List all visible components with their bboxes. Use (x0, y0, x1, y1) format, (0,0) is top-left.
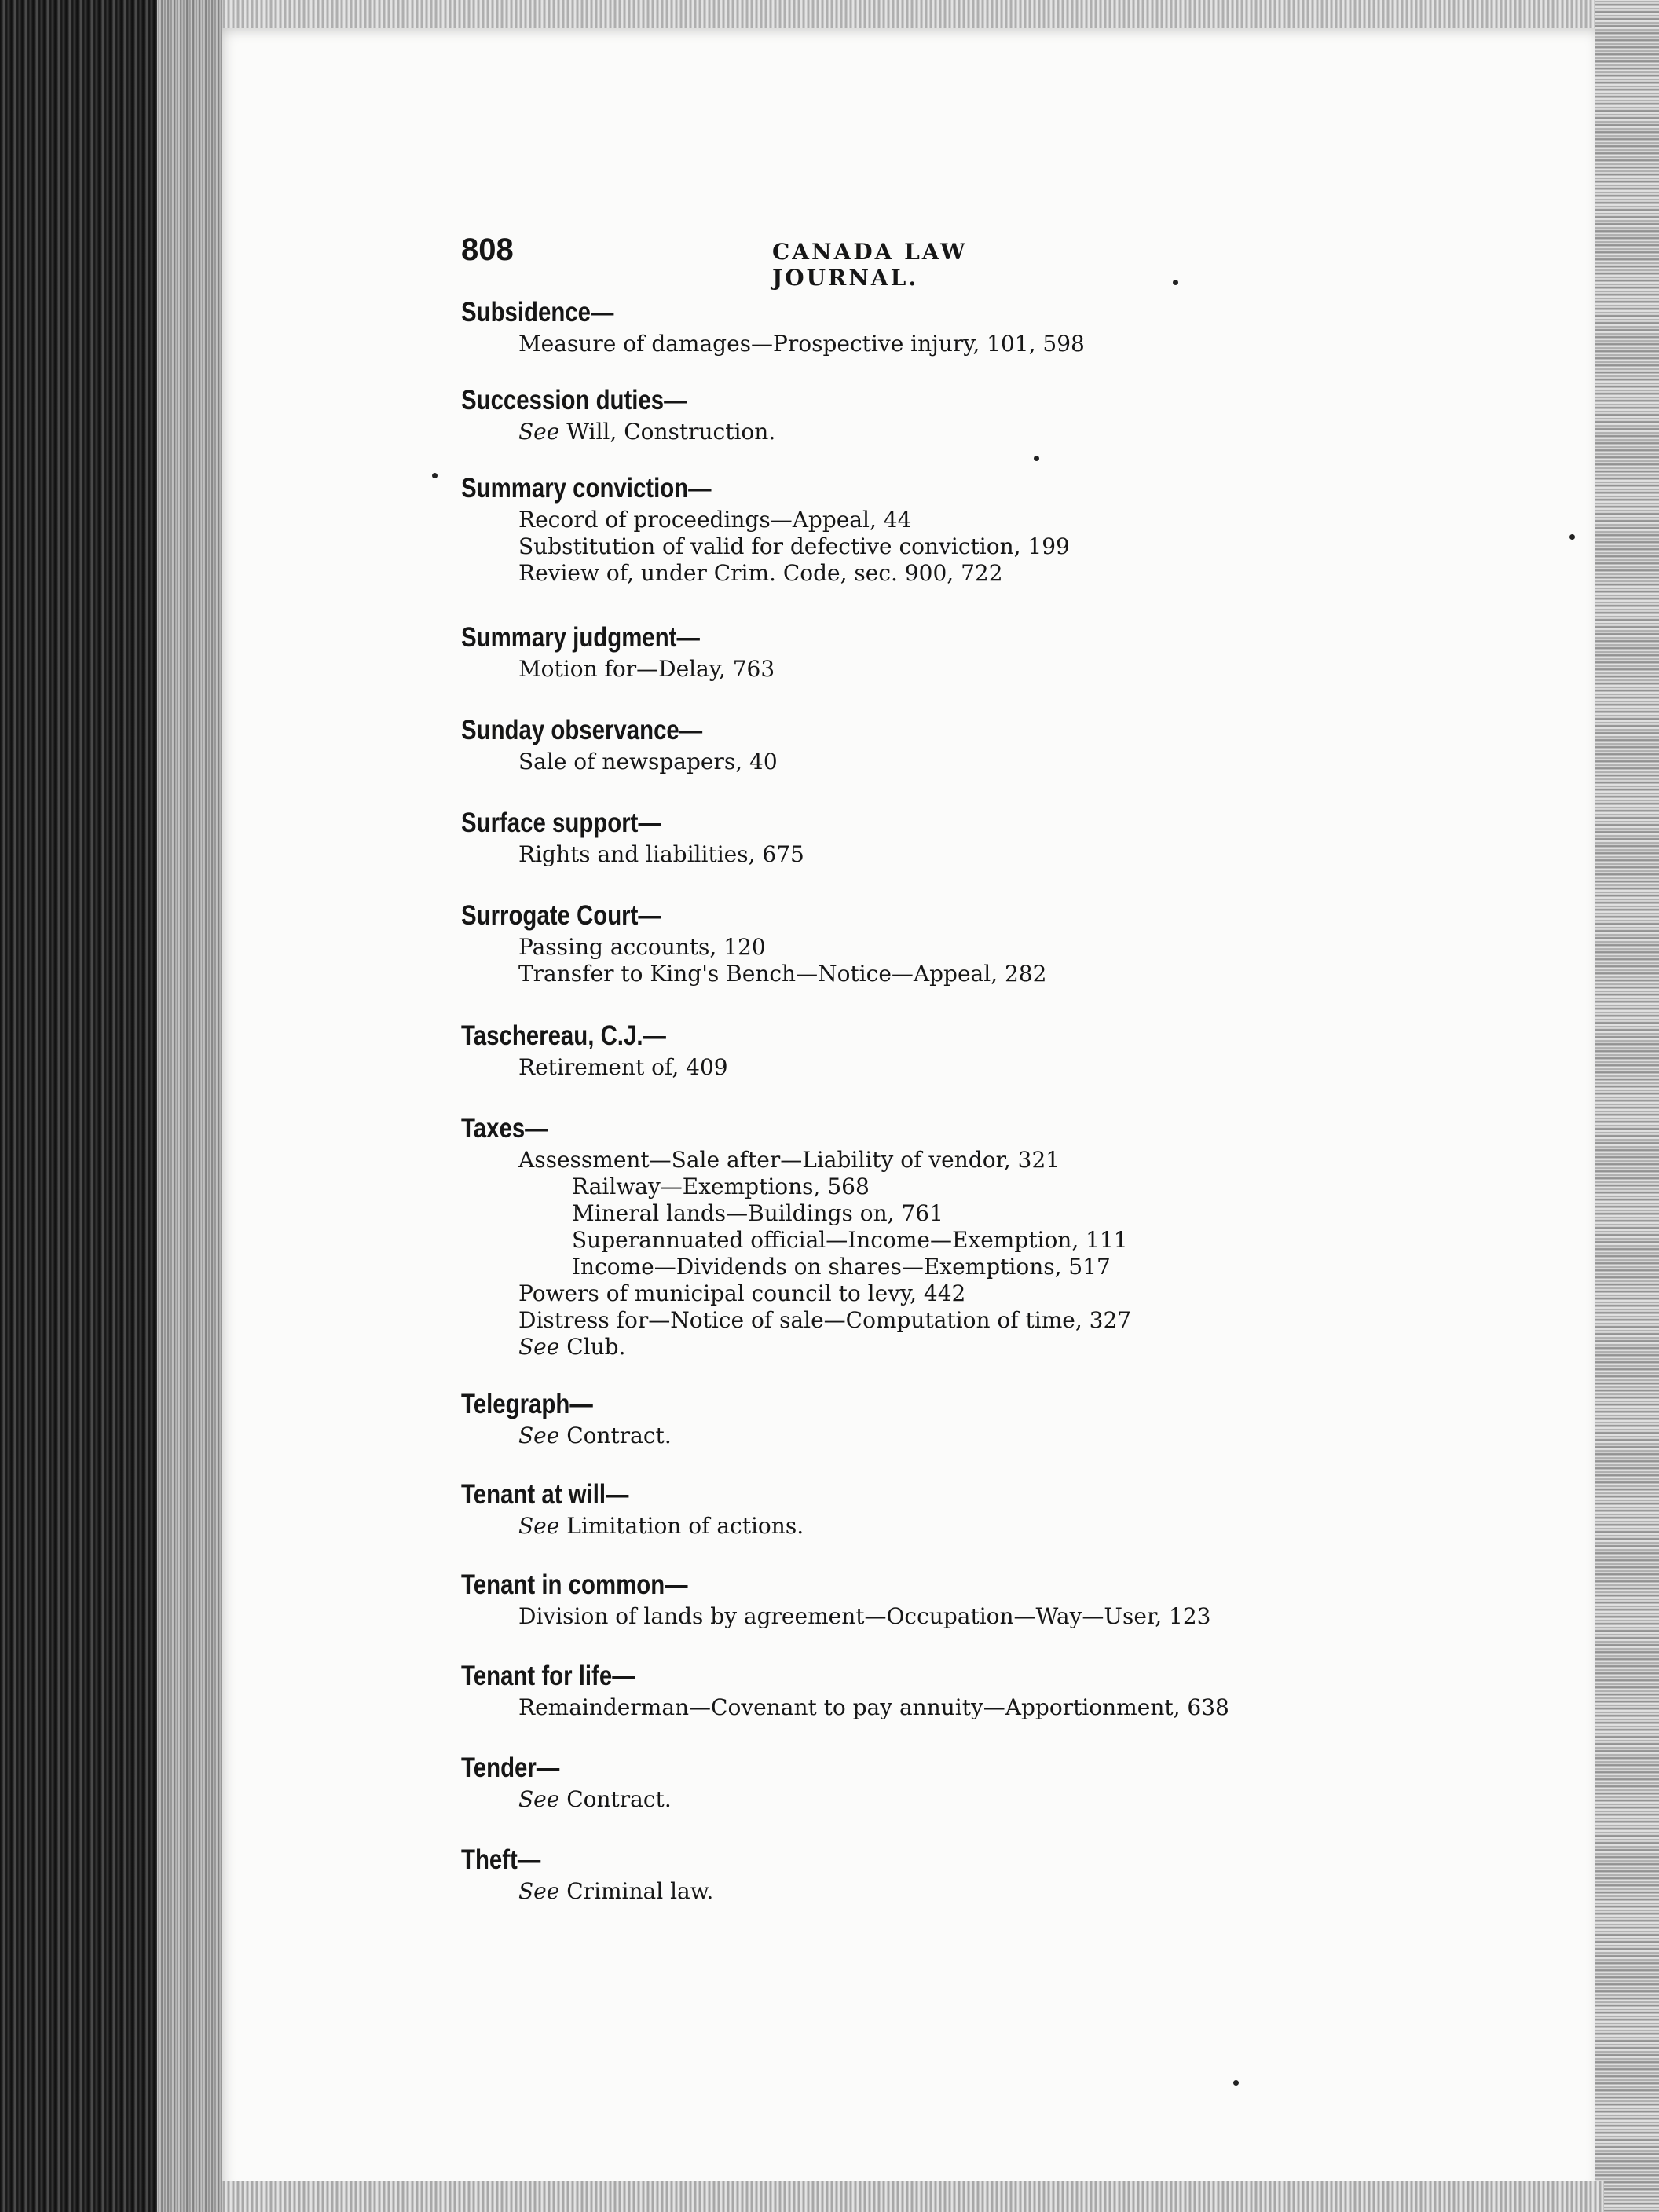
entry-subline: Sale of newspapers, 40 (518, 749, 778, 775)
index-entry (461, 898, 1046, 987)
page-stack-right (1595, 0, 1659, 2212)
index-entry (461, 471, 1070, 587)
entry-subline: Powers of municipal council to levy, 442 (518, 1280, 966, 1306)
index-entry (461, 620, 775, 683)
running-head: CANADA LAW JOURNAL. (772, 239, 968, 291)
page-stack-bottom (222, 2181, 1604, 2212)
ink-speck (1569, 534, 1575, 540)
entry-heading: Tenant in common— (461, 1569, 688, 1600)
entry-heading: Subsidence— (461, 297, 614, 328)
entry-heading: Succession duties— (461, 385, 687, 416)
see-reference-target: Contract. (566, 1423, 672, 1448)
index-entry (461, 1386, 672, 1449)
entry-heading: Taschereau, C.J.— (461, 1020, 666, 1051)
entry-heading: Tenant at will— (461, 1479, 629, 1510)
entry-subline: Passing accounts, 120 (518, 934, 766, 960)
entry-subline (461, 1786, 672, 1813)
entry-subline (461, 1513, 804, 1540)
page-header (461, 233, 1105, 291)
entry-heading: Surface support— (461, 808, 661, 838)
index-entry (461, 1658, 1229, 1721)
entry-subline: Remainderman—Covenant to pay annuity—Apportionment, 638 (518, 1694, 1229, 1720)
ink-speck (1233, 2080, 1239, 2086)
entry-subline: Motion for—Delay, 763 (518, 656, 775, 682)
entry-subline: Record of proceedings—Appeal, 44 (518, 507, 912, 533)
index-entry (461, 712, 778, 775)
entry-subline (461, 1878, 713, 1905)
index-entry (461, 1567, 1211, 1630)
index-entry (461, 295, 1085, 357)
entry-subline: Distress for—Notice of sale—Computation of time, 327 (518, 1307, 1132, 1333)
entry-subline (461, 1334, 1131, 1361)
entry-subline: Rights and liabilities, 675 (518, 841, 804, 867)
entry-subline: Division of lands by agreement—Occupation—Way—User, 123 (518, 1603, 1211, 1629)
index-entry (461, 1842, 713, 1905)
entry-heading: Surrogate Court— (461, 900, 661, 931)
entry-subline: Superannuated official—Income—Exemption, 111 (572, 1227, 1128, 1253)
entry-subline: Retirement of, 409 (518, 1054, 728, 1080)
see-reference-label: See (518, 1513, 560, 1539)
index-entry (461, 1111, 1131, 1361)
see-reference-target: Limitation of actions. (566, 1513, 804, 1539)
entry-subline: Income—Dividends on shares—Exemptions, 517 (572, 1254, 1111, 1280)
index-entry (461, 805, 804, 868)
see-reference-target: Criminal law. (566, 1878, 714, 1904)
see-reference-target: Will, Construction. (566, 419, 776, 445)
page-stack-left (157, 0, 228, 2212)
entry-heading: Taxes— (461, 1113, 548, 1144)
ink-speck (432, 473, 438, 478)
see-reference-label: See (518, 419, 560, 445)
entry-subline: Review of, under Crim. Code, sec. 900, 722 (518, 560, 1003, 586)
entry-subline (461, 1423, 672, 1449)
ink-speck (1173, 280, 1178, 285)
entry-heading: Sunday observance— (461, 715, 703, 745)
index-entry (461, 383, 775, 445)
index-entry (461, 1477, 804, 1540)
see-reference-label: See (518, 1878, 560, 1904)
entry-subline (461, 419, 775, 445)
entry-heading: Telegraph— (461, 1389, 593, 1419)
page-stack-top (222, 0, 1604, 31)
see-reference-target: Contract. (566, 1786, 672, 1812)
index-entry (461, 1018, 728, 1081)
see-reference-target: Club. (566, 1334, 626, 1360)
entry-subline: Railway—Exemptions, 568 (572, 1174, 870, 1199)
entry-heading: Tenant for life— (461, 1661, 635, 1691)
ink-speck (1034, 456, 1039, 461)
entry-subline: Transfer to King's Bench—Notice—Appeal, 282 (518, 961, 1047, 987)
entry-subline: Mineral lands—Buildings on, 761 (572, 1200, 943, 1226)
entry-heading: Tender— (461, 1752, 560, 1783)
entry-subline: Assessment—Sale after—Liability of vendor, 321 (518, 1147, 1060, 1173)
entry-subline: Measure of damages—Prospective injury, 101, 598 (518, 331, 1085, 357)
see-reference-label: See (518, 1334, 560, 1360)
entry-heading: Theft— (461, 1844, 541, 1875)
entry-subline: Substitution of valid for defective conviction, 199 (518, 533, 1070, 559)
see-reference-label: See (518, 1423, 560, 1448)
page-number: 808 (461, 233, 514, 267)
entry-heading: Summary conviction— (461, 473, 712, 504)
entry-heading: Summary judgment— (461, 622, 700, 653)
index-entry (461, 1750, 672, 1813)
see-reference-label: See (518, 1786, 560, 1812)
